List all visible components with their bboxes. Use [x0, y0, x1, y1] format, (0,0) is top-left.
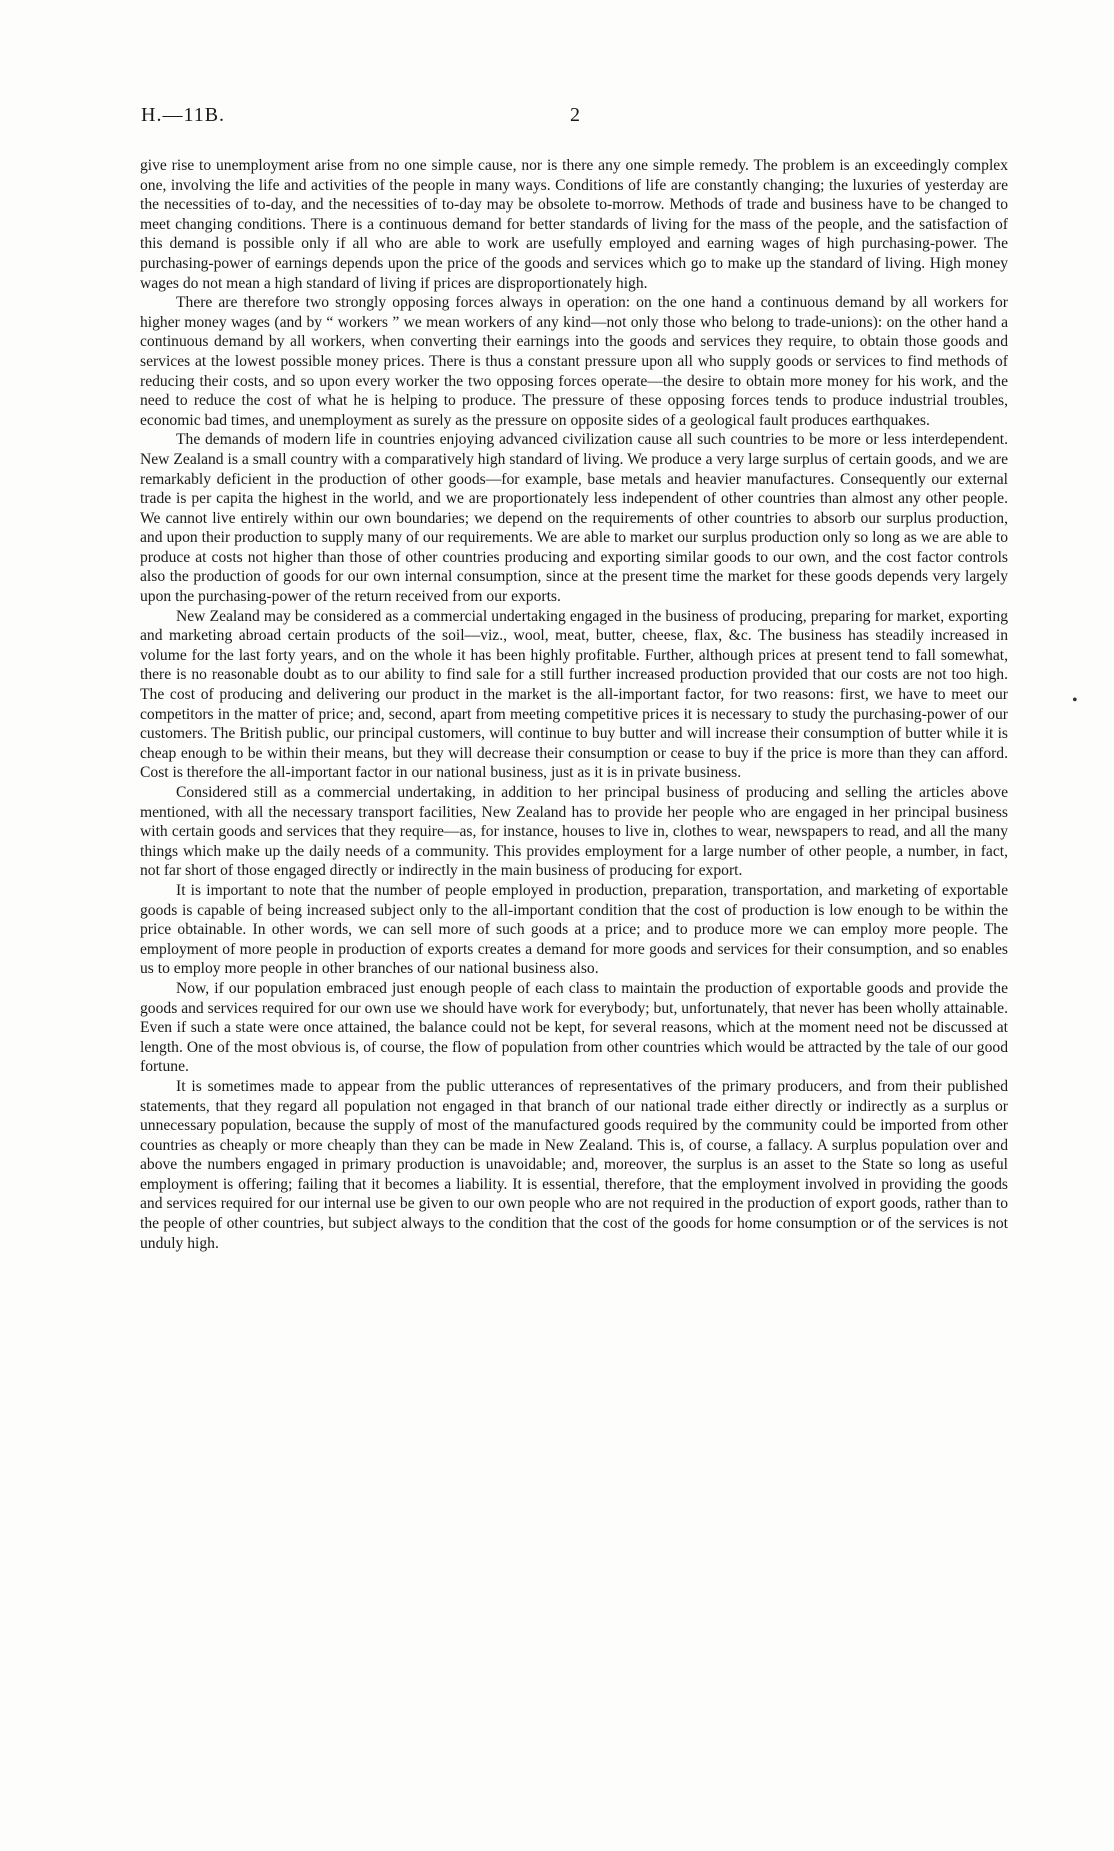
paragraph: There are therefore two strongly opposing forces always in operation: on the one hand a continuous demand by all workers for higher money wages (and by “ workers ” we mean workers of any kind—not only those who belong to trade-unions): on the other hand a continuous demand by all workers, when converting their earnings into the goods and services they require, to obtain those goods and services at the lowest possible money prices. There is thus a constant pressure upon all who supply goods or services to find methods of reducing their costs, and so upon every worker the two opposing forces operate—the desire to obtain more money for his work, and the need to reduce the cost of what he is helping to produce. The pressure of these opposing forces tends to produce industrial troubles, economic bad times, and unemployment as surely as the pressure on opposite sides of a geological fault produces earthquakes.: [140, 294, 1008, 429]
paragraph: It is important to note that the number of people employed in production, preparation, transportation, and marketing of exportable goods is capable of being increased subject only to the all-important condition that the cost of production is low enough to be within the price obtainable. In other words, we can sell more of such goods at a price; and to produce more we can employ more people. The employment of more people in production of exports creates a demand for more goods and services for their consumption, and so enables us to employ more people in other branches of our national business also.: [140, 881, 1008, 978]
paragraph: give rise to unemployment arise from no one simple cause, nor is there any one simple remedy. The problem is an exceedingly complex one, involving the life and activities of the people in many ways. Conditions of life are constantly changing; the luxuries of yesterday are the necessities of to-day, and the necessities of to-day may be obsolete to-morrow. Methods of trade and business have to be changed to meet changing conditions. There is a continuous demand for better standards of living for the mass of the people, and the satisfaction of this demand is possible only if all who are able to work are usefully employed and earning wages of high purchasing-power. The purchasing-power of earnings depends upon the price of the goods and services which go to make up the standard of living. High money wages do not mean a high standard of living if prices are disproportionately high.: [140, 157, 1008, 292]
margin-mark: •: [1072, 692, 1078, 709]
document-reference: H.—11B.: [141, 104, 226, 126]
paragraph: Considered still as a commercial undertaking, in addition to her principal business of producing and selling the articles above mentioned, with all the necessary transport facilities, New Zealand has to provide her people who are engaged in her principal business with certain goods and services that they require—as, for instance, houses to live in, clothes to wear, newspapers to read, and all the many things which make up the daily needs of a community. This provides employment for a large number of other people, a number, in fact, not far short of those engaged directly or indirectly in the main business of producing for export.: [140, 784, 1008, 880]
paragraph: Now, if our population embraced just enough people of each class to maintain the production of exportable goods and provide the goods and services required for our own use we should have work for everybody; but, unfortunately, that never has been wholly attainable. Even if such a state were once attained, the balance could not be kept, for several reasons, which at the moment need not be discussed at length. One of the most obvious is, of course, the flow of population from other countries which would be attracted by the tale of our good fortune.: [140, 979, 1008, 1076]
paragraph: It is sometimes made to appear from the public utterances of representatives of the primary producers, and from their published statements, that they regard all population not engaged in that branch of our national trade either directly or indirectly as a surplus or unnecessary population, because the supply of most of the manufactured goods required by the community could be imported from other countries as cheaply or more cheaply than they can be made in New Zealand. This is, of course, a fallacy. A surplus population over and above the numbers engaged in primary production is unavoidable; and, moreover, the surplus is an asset to the State so long as useful employment is offering; failing that it becomes a liability. It is essential, therefore, that the employment involved in providing the goods and services required for our internal use be given to our own people who are not required in the production of export goods, rather than to the people of other countries, but subject always to the condition that the cost of the goods for home consumption or of the services is not unduly high.: [140, 1077, 1008, 1252]
page-header: [141, 104, 1011, 134]
paragraph: The demands of modern life in countries enjoying advanced civilization cause all such countries to be more or less interdependent. New Zealand is a small country with a comparatively high standard of living. We produce a very large surplus of certain goods, and we are remarkably deficient in the production of other goods—for example, base metals and heavier manufactures. Consequently our external trade is per capita the highest in the world, and we are proportionately less independent of other countries than almost any other people. We cannot live entirely within our own boundaries; we depend on the requirements of other countries to absorb our surplus production, and upon their production to supply many of our requirements. We are able to market our surplus production only so long as we are able to produce at costs not higher than those of other countries producing and exporting similar goods to our own, and the cost factor controls also the production of goods for our own internal consumption, since at the present time the market for these goods depends very largely upon the purchasing-power of the return received from our exports.: [140, 431, 1008, 606]
page-number: 2: [570, 104, 580, 126]
body-text: [140, 156, 1008, 1253]
paragraph: New Zealand may be considered as a commercial undertaking engaged in the business of producing, preparing for market, exporting and marketing abroad certain products of the soil—viz., wool, meat, butter, cheese, flax, &c. The business has steadily increased in volume for the last forty years, and on the whole it has been highly profitable. Further, although prices at present tend to fall somewhat, there is no reasonable doubt as to our ability to find sale for a still further increased production provided that our costs are not too high. The cost of producing and delivering our product in the market is the all-important factor, for two reasons: first, we have to meet our competitors in the matter of price; and, second, apart from meeting competitive prices it is necessary to study the purchasing-power of our customers. The British public, our principal customers, will continue to buy butter and will increase their consumption of butter while it is cheap enough to be within their means, but they will decrease their consumption or cease to buy if the price is more than they can afford. Cost is therefore the all-important factor in our national business, just as it is in private business.: [140, 607, 1008, 782]
